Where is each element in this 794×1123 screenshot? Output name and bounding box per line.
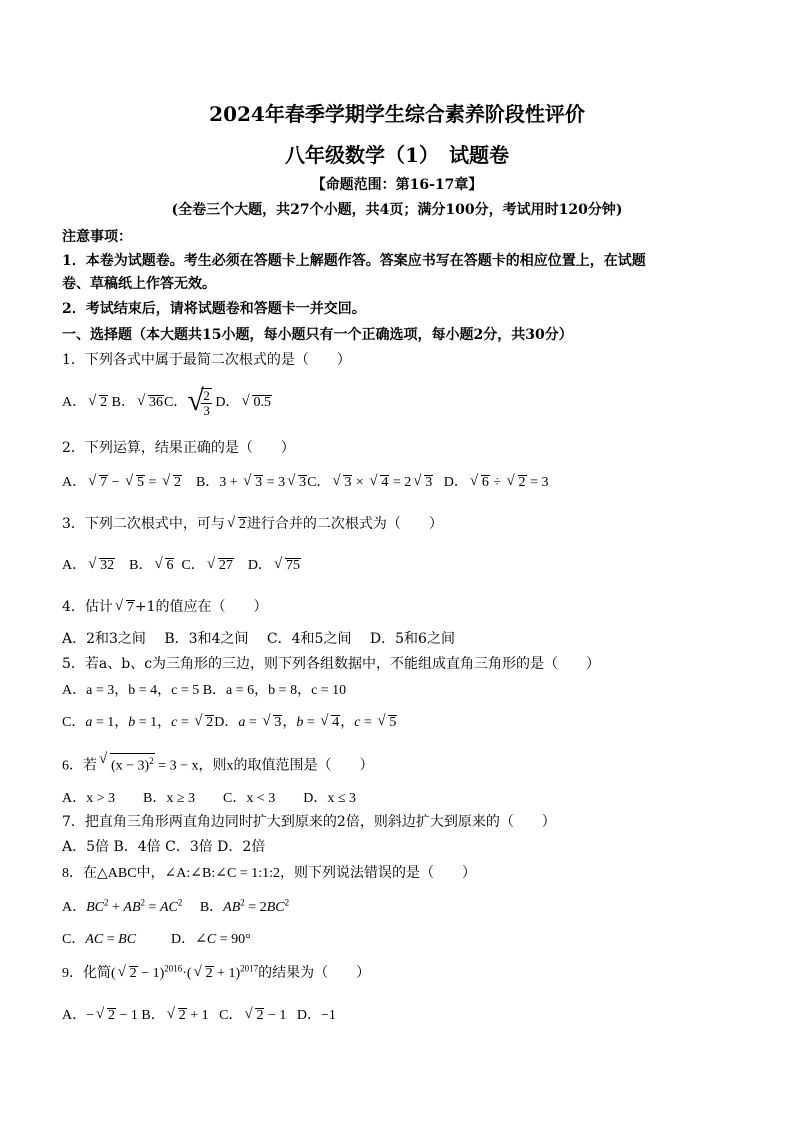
notice-heading: 注意事项：: [62, 229, 132, 245]
question-1-stem: 1．下列各式中属于最简二次根式的是（ ）: [62, 352, 351, 368]
question-2-stem: 2．下列运算，结果正确的是（ ）: [62, 440, 295, 456]
section-1-heading: 一、选择题（本大题共15小题，每小题只有一个正确选项，每小题2分，共30分）: [62, 327, 573, 343]
question-4-stem: 4．估计√ 7+1的值应在（ ）: [62, 596, 268, 616]
notice-item-1b: 卷、草稿纸上作答无效。: [62, 276, 216, 292]
question-8-stem: 8．在△ABC中，∠A:∠B:∠C = 1:1:2，则下列说法错误的是（ ）: [62, 866, 476, 881]
question-8-options-1: A．$BC^2 + AB^2 = AC^2$ B．$AB^2 = 2BC^2$: [62, 897, 290, 915]
question-4-options: A．2和3之间 B．3和4之间 C．4和5之间 D．5和6之间: [62, 631, 455, 647]
question-9-options: A．−√ 2 − 1 B．√ 2 + 1 C．√ 2 − 1 D．−1: [62, 1004, 336, 1024]
notice-item-1a: 1．本卷为试题卷。考生必须在答题卡上解题作答。答案应书写在答题卡的相应位置上，在试题: [62, 253, 646, 269]
question-5-options-1: A．a = 3，b = 4，c = 5 B．a = 6，b = 8，c = 10: [62, 683, 347, 698]
exam-scope: 【命题范围：第16-17章】: [311, 177, 483, 193]
question-2-options: A．√ 7 − √ 5 = √ 2 B．3 + √ 3 = 3√ 3C．√ 3 × √ 4 = 2√ 3 D．√ 6 ÷ √ 2 = 3: [62, 471, 548, 491]
exam-title: 2024年春季学期学生综合素养阶段性评价: [209, 102, 585, 126]
question-8-options-2: C．AC = BC D．∠C = 90°: [62, 932, 251, 947]
exam-subtitle: 八年级数学（1） 试题卷: [285, 143, 509, 167]
question-5-stem: 5．若a、b、c为三角形的三边，则下列各组数据中，不能组成直角三角形的是（ ）: [62, 656, 601, 672]
question-1-options: A．√ 2 B．√ 36C． √ $\frac{2}{3}$ D．√ 0.5: [62, 388, 272, 418]
question-6-stem: 6．若√ $(x - 3)^2 = 3 - x$，则x的取值范围是（ ）: [62, 753, 374, 775]
question-9-stem: 9．化简(√ 2 − 1)$^{2016}$·(√ 2 + 1)$^{2017}$的结果为（ ）: [62, 962, 370, 982]
notice-item-2: 2．考试结束后，请将试题卷和答题卡一并交回。: [62, 301, 366, 317]
question-7-options: A．5倍 B．4倍 C．3倍 D．2倍: [62, 839, 266, 855]
exam-info: (全卷三个大题，共27个小题，共4页；满分100分，考试用时120分钟): [171, 202, 623, 218]
question-5-options-2: C．a = 1，b = 1，c = √ 2D．a = √ 3，b = √ 4，c = √ 5: [62, 711, 397, 731]
question-6-options: A．x > 3 B．x ≥ 3 C．x < 3 D．x ≤ 3: [62, 791, 357, 806]
question-7-stem: 7．把直角三角形两直角边同时扩大到原来的2倍，则斜边扩大到原来的（ ）: [62, 814, 556, 830]
question-3-options: A．√ 32 B．√ 6 C．√ 27 D．√ 75: [62, 554, 301, 574]
question-3-stem: 3．下列二次根式中，可与√ 2进行合并的二次根式为（ ）: [62, 513, 443, 533]
